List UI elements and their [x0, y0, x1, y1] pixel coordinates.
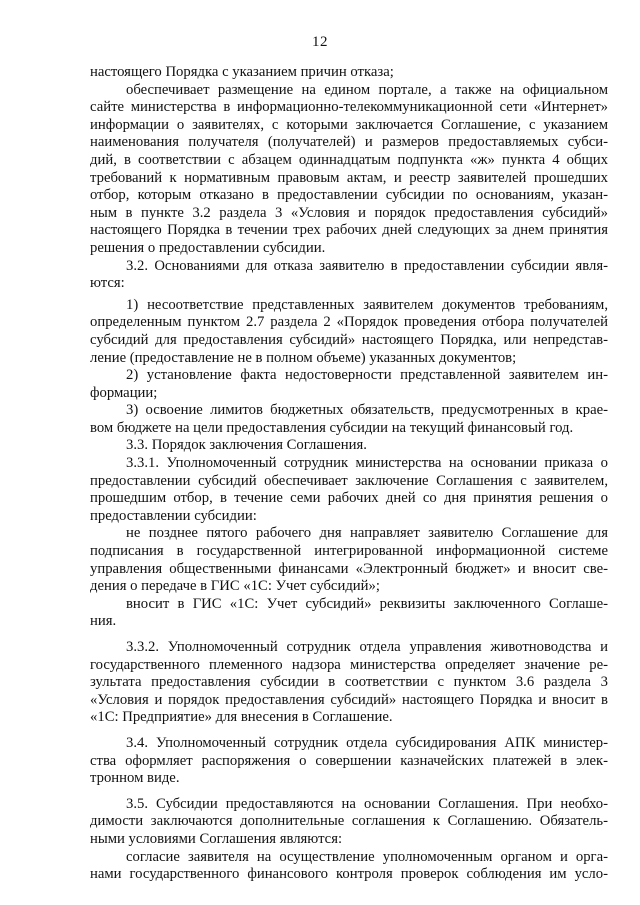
- text-line: ление (предоставление не в полном объеме) указанных документов;: [90, 349, 517, 366]
- text-line: ным в пункте 3.2 раздела 3 «Условия и порядок предоставления субсидий»: [90, 204, 608, 221]
- document-body: [90, 64, 608, 884]
- text-line: решения о предоставлении субсидии.: [90, 239, 326, 256]
- text-line: 3.2. Основаниями для отказа заявителю в предоставлении субсидии явля-: [126, 257, 608, 274]
- text-line: дий, в соответствии с абзацем одиннадцатым подпункта «ж» пункта 4 общих: [90, 151, 608, 168]
- text-line: настоящего Порядка с указанием причин отказа;: [90, 64, 394, 80]
- text-line: вом бюджете на цели предоставления субсидии на текущий финансовый год.: [90, 419, 574, 436]
- text-line: 1) несоответствие представленных заявителем документов требованиям,: [126, 296, 608, 313]
- text-line: требований к нормативным правовым актам, и реестр заявителей прошедших: [90, 169, 608, 186]
- text-line: зультата предоставления субсидии в соответствии с пунктом 3.6 раздела 3: [90, 674, 608, 691]
- text-line: ния.: [90, 613, 117, 630]
- text-line: предоставлении субсидий обеспечивает заключение Соглашения с заявителем,: [90, 472, 608, 489]
- text-line: «1С: Предприятие» для внесения в Соглашение.: [90, 709, 393, 726]
- text-line: предоставлении субсидии:: [90, 507, 257, 524]
- text-line: дения о передаче в ГИС «1С: Учет субсидий»;: [90, 578, 380, 595]
- text-line: согласие заявителя на осуществление уполномоченным органом и орга-: [126, 848, 608, 865]
- text-line: информации о заявителях, с которыми заключается Соглашение, с указанием: [90, 116, 608, 133]
- text-line: 3.5. Субсидии предоставляются на основании Соглашения. При необхо-: [126, 795, 608, 812]
- text-line: формации;: [90, 384, 158, 401]
- text-line: прошедшим отбор, в течение семи рабочих дней со дня принятия решения о: [90, 490, 608, 507]
- text-line: нами государственного финансового контроля проверок соблюдения им усло-: [90, 866, 608, 883]
- text-line: отбор, которым отказано в предоставлении субсидии по основаниям, указан-: [90, 187, 608, 204]
- text-line: ются:: [90, 275, 125, 292]
- text-line: определенным пунктом 2.7 раздела 2 «Порядок проведения отбора получателей: [90, 314, 608, 331]
- text-line: сайте министерства в информационно-телекоммуникационной сети «Интернет»: [90, 99, 608, 116]
- text-line: 2) установление факта недостоверности представленной заявителем ин-: [126, 367, 608, 384]
- page-number: 12: [312, 34, 328, 50]
- text-line: наименования получателя (получателей) и размеров предоставляемых субси-: [90, 134, 608, 151]
- text-line: 3.3. Порядок заключения Соглашения.: [126, 437, 367, 454]
- text-line: субсидий для предоставления субсидий» настоящего Порядка, или непредстав-: [90, 331, 608, 348]
- text-line: «Условия и порядок предоставления субсидий» настоящего Порядка и вносит в: [90, 691, 608, 708]
- text-line: ными условиями Соглашения являются:: [90, 830, 343, 847]
- text-line: управления общественными финансами «Электронный бюджет» и вносит све-: [90, 560, 608, 577]
- text-line: вносит в ГИС «1С: Учет субсидий» реквизиты заключенного Соглаше-: [126, 595, 608, 612]
- text-line: подписания в государственной интегрированной информационной системе: [90, 543, 608, 560]
- text-line: государственного племенного надзора министерства определяет значение ре-: [90, 656, 608, 673]
- text-line: не позднее пятого рабочего дня направляет заявителю Соглашение для: [126, 525, 608, 542]
- text-line: ства оформляет распоряжения о совершении казначейских платежей в элек-: [90, 752, 608, 769]
- text-line: обеспечивает размещение на едином портале, а также на официальном: [126, 81, 608, 98]
- text-line: тронном виде.: [90, 770, 180, 787]
- text-line: настоящего Порядка в течении трех рабочих дней следующих за днем принятия: [90, 222, 608, 239]
- text-line: 3) освоение лимитов бюджетных обязательств, предусмотренных в крае-: [126, 402, 608, 419]
- text-line: 3.3.1. Уполномоченный сотрудник министерства на основании приказа о: [126, 455, 608, 472]
- text-line: димости заключаются дополнительные соглашения к Соглашению. Обязатель-: [90, 813, 608, 830]
- text-line: 3.3.2. Уполномоченный сотрудник отдела управления животноводства и: [126, 639, 608, 655]
- text-line: 3.4. Уполномоченный сотрудник отдела субсидирования АПК министер-: [126, 734, 608, 751]
